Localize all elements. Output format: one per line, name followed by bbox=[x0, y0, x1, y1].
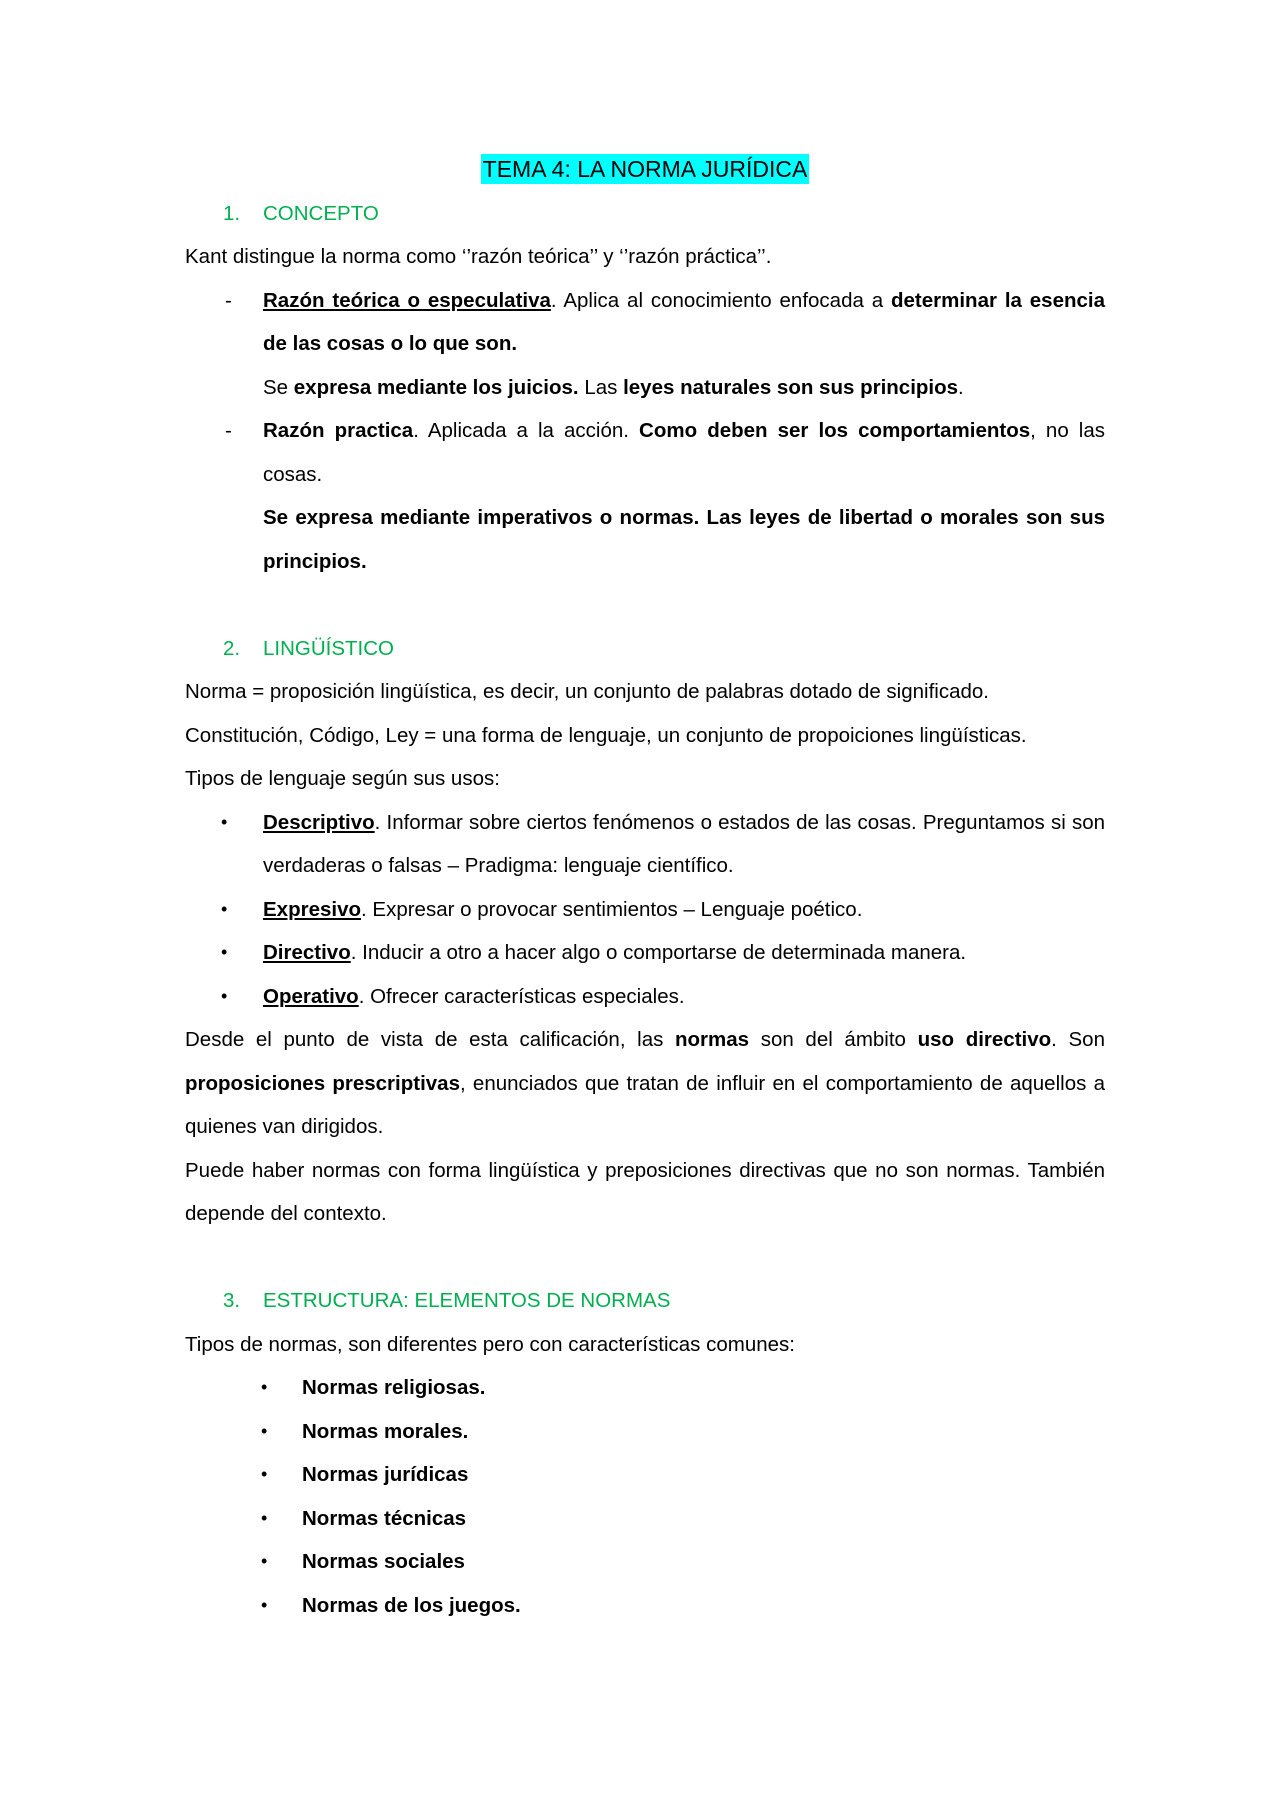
list-item-continuation bbox=[185, 366, 1105, 410]
section-1-title: CONCEPTO bbox=[263, 201, 379, 225]
section-1-number: 1. bbox=[223, 201, 241, 225]
term: Descriptivo bbox=[263, 810, 375, 834]
section-3-number: 3. bbox=[223, 1289, 241, 1312]
list-item-razon-practica bbox=[185, 409, 1105, 496]
list-item-text: Normas jurídicas bbox=[302, 1463, 469, 1486]
section-3-title: ESTRUCTURA: ELEMENTOS DE NORMAS bbox=[263, 1289, 671, 1312]
list-item bbox=[185, 1453, 1105, 1497]
list-item bbox=[185, 1540, 1105, 1584]
bullet-marker: • bbox=[261, 1464, 268, 1484]
document-body bbox=[185, 148, 1105, 1627]
text: Desde el punto de vista de esta calificación, las bbox=[185, 1028, 676, 1051]
paragraph bbox=[185, 1018, 1105, 1149]
list-item bbox=[185, 1366, 1105, 1410]
bold-text: proposiciones prescriptivas bbox=[185, 1071, 460, 1095]
list-item-operativo bbox=[185, 975, 1105, 1019]
term: Operativo bbox=[263, 984, 359, 1008]
section-2-heading bbox=[185, 627, 1105, 671]
bold-text: leyes naturales son sus principios bbox=[623, 375, 959, 399]
text: . Aplicada a la acción. bbox=[413, 419, 640, 442]
dash-marker: - bbox=[225, 288, 232, 312]
spacer bbox=[185, 583, 1105, 627]
text: . Expresar o provocar sentimientos – Lenguaje poético. bbox=[361, 897, 863, 921]
text: son del ámbito bbox=[749, 1028, 918, 1051]
document-title bbox=[185, 148, 1105, 192]
bullet-marker: • bbox=[261, 1377, 268, 1397]
text: . Ofrecer características especiales. bbox=[358, 984, 685, 1008]
bold-text: normas bbox=[675, 1028, 750, 1051]
list-item-text: Normas sociales bbox=[302, 1550, 465, 1573]
term: Razón practica bbox=[263, 419, 414, 442]
list-item-razon-teorica bbox=[185, 279, 1105, 366]
list-item-directivo bbox=[185, 931, 1105, 975]
section-2-title: LINGÜÍSTICO bbox=[263, 636, 394, 660]
bullet-marker: • bbox=[261, 1551, 268, 1571]
list-item-text: Normas de los juegos. bbox=[302, 1593, 521, 1617]
section-1-heading bbox=[185, 192, 1105, 236]
bold-text: uso directivo bbox=[917, 1028, 1052, 1051]
list-item bbox=[185, 1584, 1105, 1628]
bullet-marker: • bbox=[261, 1507, 268, 1528]
bullet-marker: • bbox=[221, 898, 228, 919]
list-item-continuation: Se expresa mediante imperativos o normas. Las leyes de libertad o morales son sus principios. bbox=[263, 506, 1105, 573]
term: Directivo bbox=[263, 941, 351, 964]
text: Se bbox=[263, 375, 294, 399]
section-1-intro: Kant distingue la norma como ‘’razón teórica’’ y ‘’razón práctica’’. bbox=[185, 245, 772, 268]
bold-text: Como deben ser los comportamientos bbox=[639, 419, 1031, 442]
bullet-marker: • bbox=[221, 811, 228, 832]
text: . Inducir a otro a hacer algo o comportarse de determinada manera. bbox=[350, 941, 967, 964]
section-3-heading bbox=[185, 1279, 1105, 1323]
bold-text: expresa mediante los juicios. bbox=[293, 375, 579, 399]
term: Razón teórica o especulativa bbox=[263, 288, 551, 312]
dash-marker: - bbox=[225, 419, 232, 442]
text: . Informar sobre ciertos fenómenos o estados de las cosas. Preguntamos si son verdaderas o falsas – Pradigma: lenguaje científico. bbox=[263, 810, 1105, 877]
text: . Son bbox=[1051, 1028, 1105, 1051]
bullet-marker: • bbox=[221, 985, 228, 1006]
title-highlight: TEMA 4: LA NORMA JURÍDICA bbox=[482, 156, 808, 182]
bullet-marker: • bbox=[261, 1594, 268, 1615]
list-item bbox=[185, 1497, 1105, 1541]
paragraph: Norma = proposición lingüística, es decir, un conjunto de palabras dotado de significado. bbox=[185, 680, 989, 703]
list-item-text: Normas técnicas bbox=[302, 1506, 467, 1530]
text: Las bbox=[578, 375, 624, 399]
list-item-text: Normas morales. bbox=[302, 1419, 469, 1443]
paragraph: Tipos de lenguaje según sus usos: bbox=[185, 767, 500, 790]
text: . Aplica al conocimiento enfocada a bbox=[550, 288, 891, 312]
spacer bbox=[185, 1236, 1105, 1280]
bullet-marker: • bbox=[221, 942, 228, 962]
text: , enunciados que tratan de influir en el comportamiento de aquellos a quienes van dirigidos. bbox=[185, 1071, 1105, 1138]
list-item-descriptivo bbox=[185, 801, 1105, 888]
paragraph: Tipos de normas, son diferentes pero con características comunes: bbox=[185, 1332, 795, 1356]
term: Expresivo bbox=[263, 897, 361, 921]
paragraph: Constitución, Código, Ley = una forma de lenguaje, un conjunto de propoiciones lingüísticas. bbox=[185, 723, 1027, 747]
section-2-number: 2. bbox=[223, 636, 241, 660]
list-item-text: Normas religiosas. bbox=[302, 1376, 486, 1399]
bullet-marker: • bbox=[261, 1420, 268, 1441]
paragraph: Puede haber normas con forma lingüística y preposiciones directivas que no son normas. También depende del contexto. bbox=[185, 1158, 1105, 1225]
list-item bbox=[185, 1410, 1105, 1454]
text: , no las cosas. bbox=[263, 419, 1105, 486]
bold-text: determinar la esencia de las cosas o lo que son. bbox=[263, 288, 1105, 355]
list-item-expresivo bbox=[185, 888, 1105, 932]
text: . bbox=[958, 375, 964, 399]
